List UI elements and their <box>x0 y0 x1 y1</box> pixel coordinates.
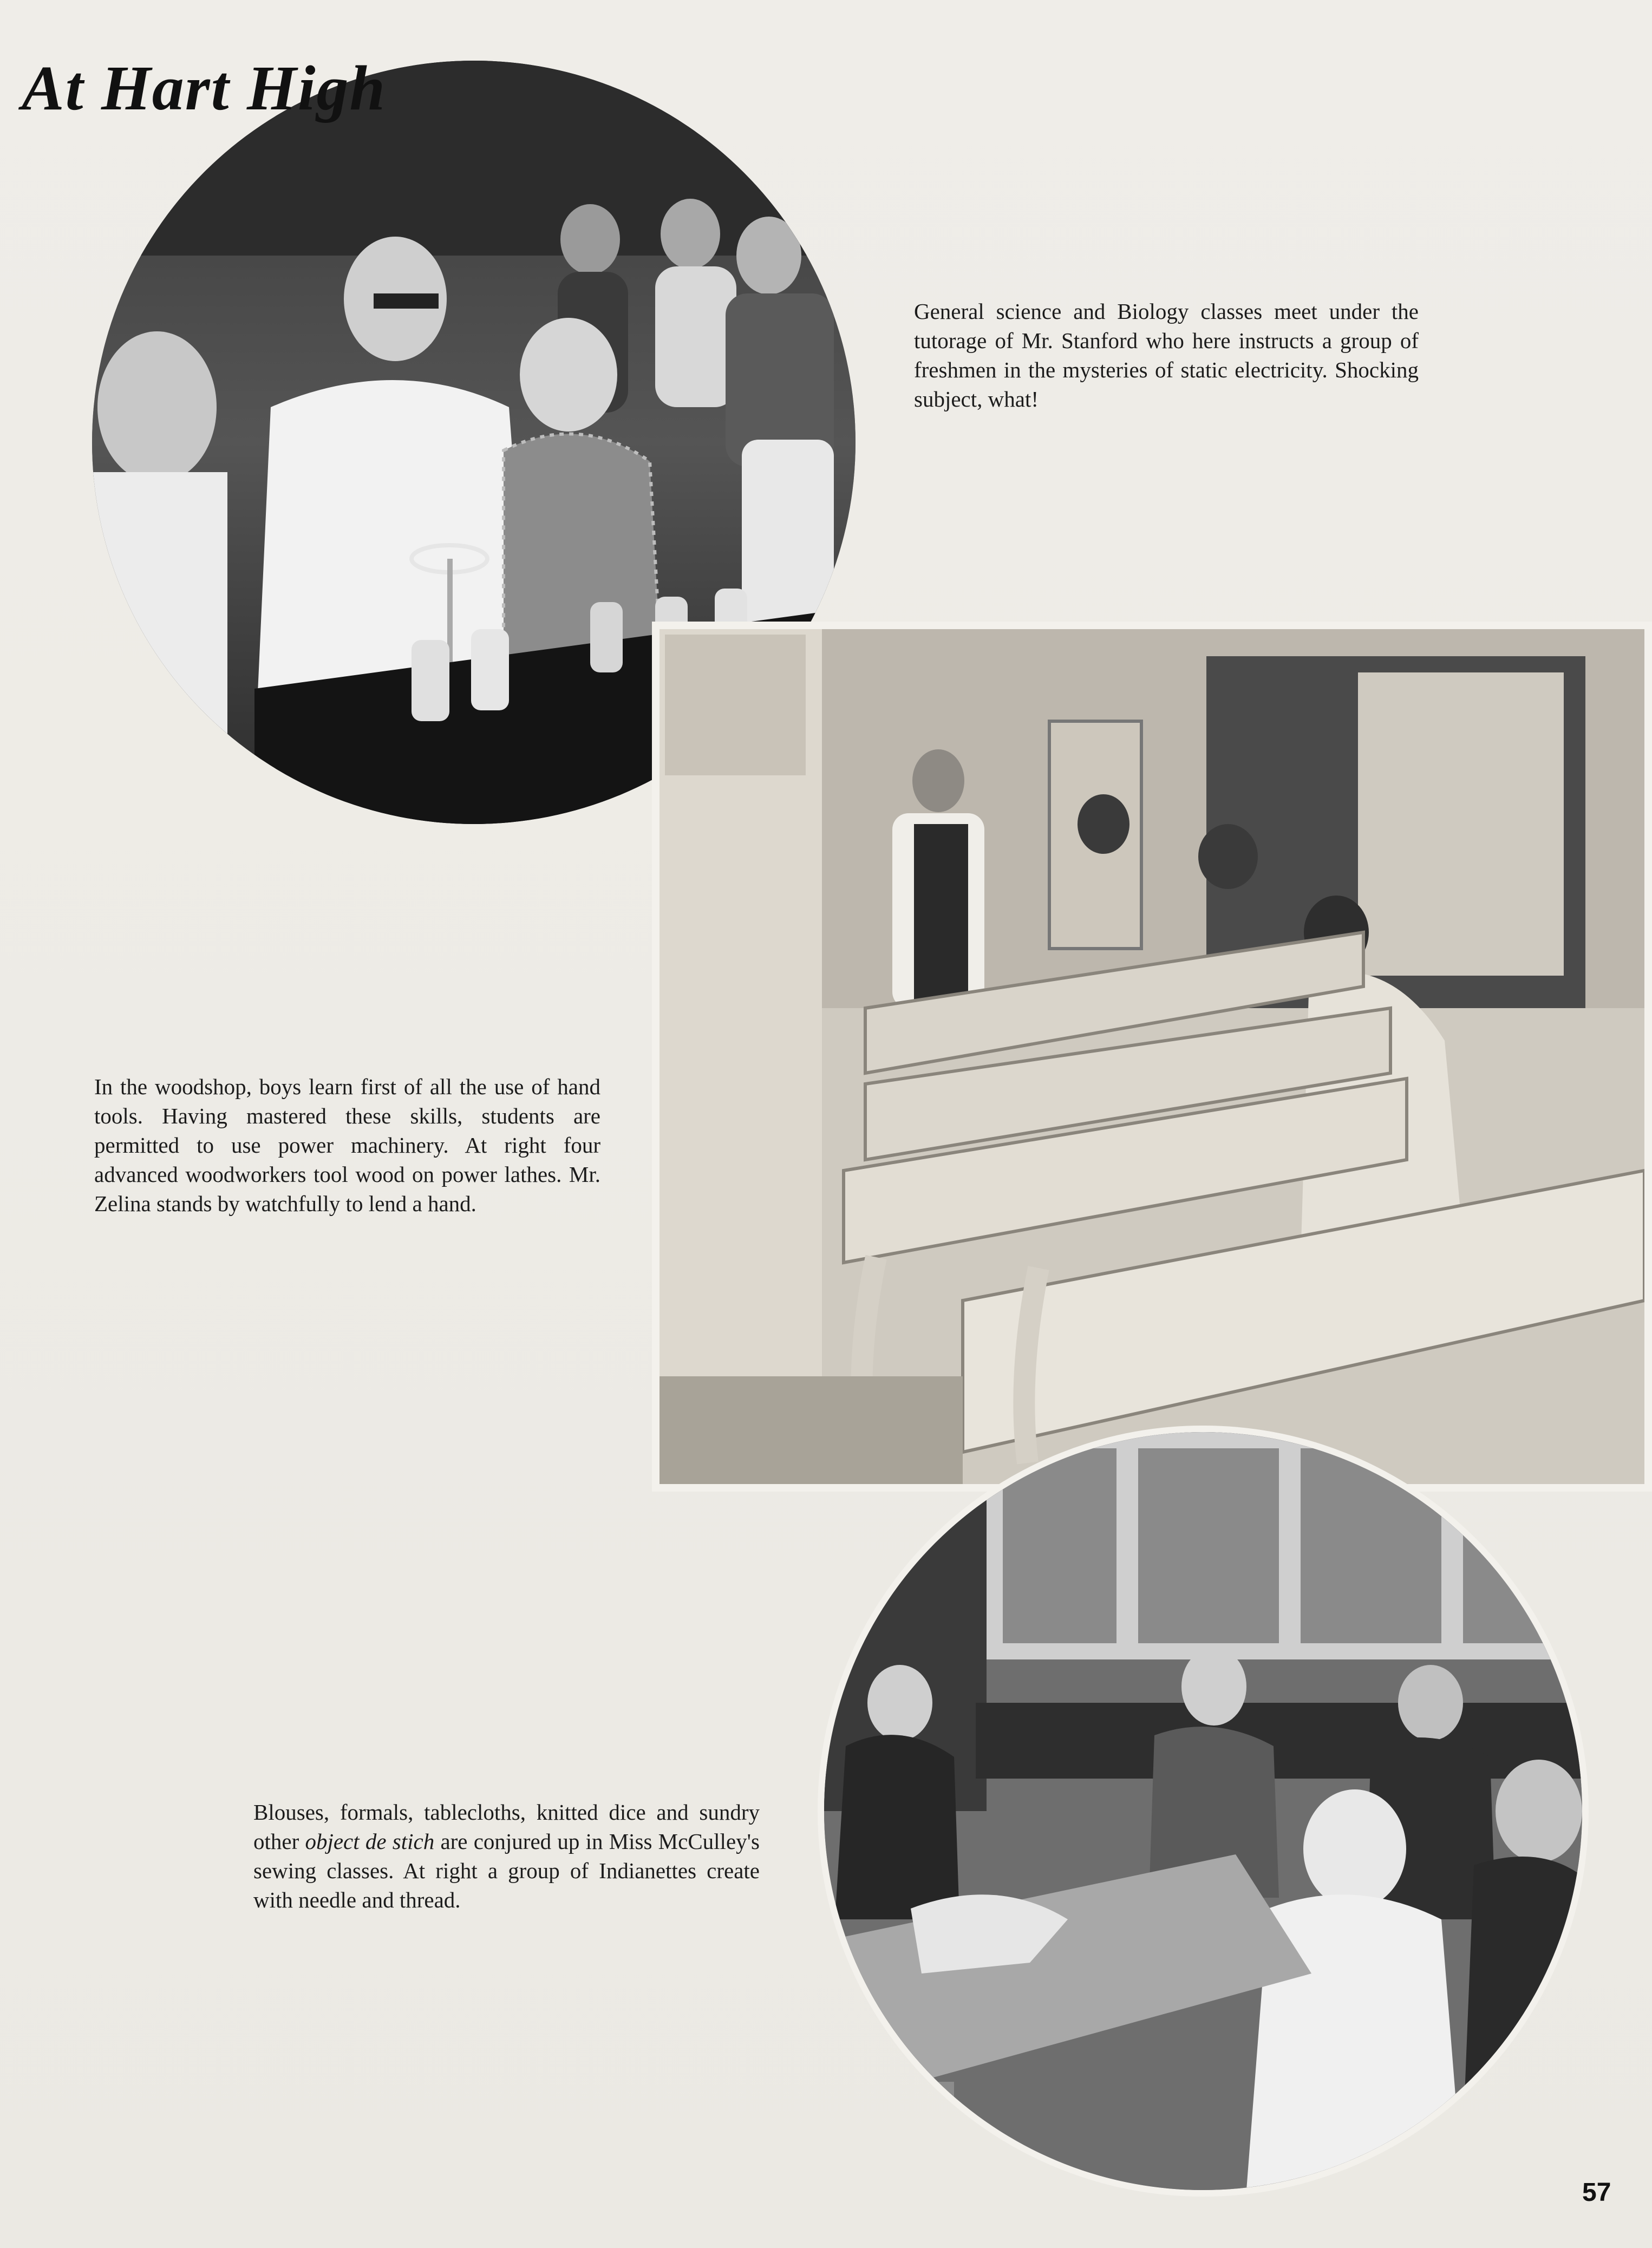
sewing-caption-text-2: are conjured up in Miss McCulley's sewing classes. At right a group of Indianettes create with needle and thread. <box>253 1829 760 1912</box>
sewing-caption-italic: object de stich <box>305 1829 435 1854</box>
sewing-class-illustration <box>824 1432 1582 2190</box>
sewing-caption <box>253 1798 760 1914</box>
sewing-caption-text-1: Blouses, formals, tablecloths, knitted dice and sundry other <box>253 1800 760 1854</box>
page-number: 57 <box>1582 2178 1611 2207</box>
page-title: At Hart High <box>22 53 387 123</box>
woodshop-caption: In the woodshop, boys learn first of all the use of hand tools. Having mastered these skills, students are permitted to use power machinery. At right four advanced woodworkers tool wood on power lathes. Mr. Zelina stands by watchfully to lend a hand. <box>94 1074 600 1216</box>
sewing-class-photo <box>818 1426 1589 2197</box>
woodshop-photo <box>652 622 1652 1492</box>
woodshop-illustration <box>660 629 1644 1484</box>
science-caption: General science and Biology classes meet under the tutorage of Mr. Stanford who here instructs a group of freshmen in the mysteries of static electricity. Shocking subject, what! <box>914 299 1419 411</box>
